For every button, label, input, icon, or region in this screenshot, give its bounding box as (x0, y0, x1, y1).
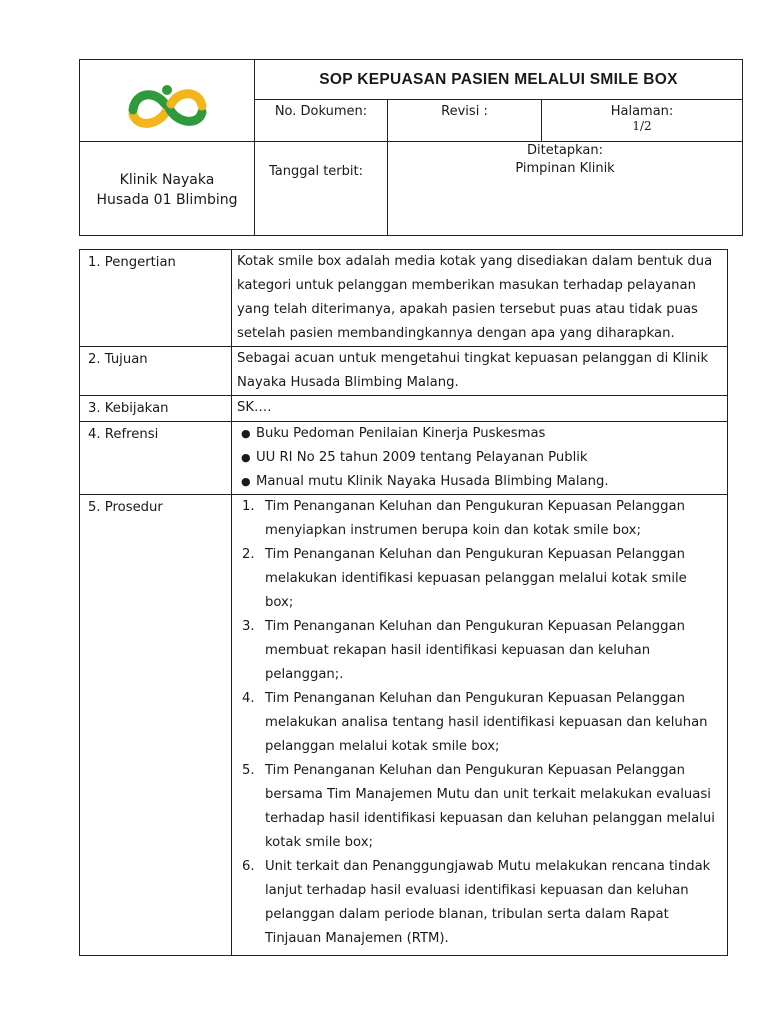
approval-cell (388, 142, 743, 236)
list-item (237, 422, 719, 446)
section-content-kebijakan (232, 396, 728, 422)
text-line: setelah pasien membandingkannya dengan apa yang diharapkan. (237, 326, 675, 341)
section-row-prosedur (80, 495, 728, 956)
section-row-referensi (80, 422, 728, 495)
text-line: yang telah diterimanya, apakah pasien tersebut puas atau tidak puas (237, 302, 698, 317)
bullet-icon: ● (241, 427, 251, 440)
step-number: 4. (242, 691, 255, 706)
clinic-name-line1: Klinik Nayaka (119, 171, 215, 188)
text-line: kategori untuk pelanggan memberikan masukan terhadap pelayanan (237, 278, 696, 293)
list-item (237, 855, 719, 951)
section-label: 3. Kebijakan (80, 396, 232, 422)
section-content-tujuan (232, 347, 728, 396)
reference-text: Buku Pedoman Penilaian Kinerja Puskesmas (256, 426, 546, 441)
text-line: Tim Penanganan Keluhan dan Pengukuran Kepuasan Pelanggan (265, 691, 685, 706)
text-line: box; (265, 595, 294, 610)
text-line: Tinjauan Manajemen (RTM). (265, 931, 449, 946)
section-label: 5. Prosedur (80, 495, 232, 956)
doc-number-label: No. Dokumen: (274, 104, 368, 119)
list-item (237, 759, 719, 855)
text-line: terhadap hasil identifikasi kepuasan dan keluhan pelanggan melalui (265, 811, 715, 826)
text-line: lanjut terhadap hasil evaluasi identifikasi kepuasan dan keluhan (265, 883, 689, 898)
text-line: melakukan analisa tentang hasil identifikasi kepuasan dan keluhan (265, 715, 708, 730)
reference-list (237, 422, 719, 494)
step-number: 5. (242, 763, 255, 778)
list-item (237, 470, 719, 494)
revision-cell (388, 100, 542, 142)
step-number: 1. (242, 499, 255, 514)
text-line: pelanggan melalui kotak smile box; (265, 739, 500, 754)
header-table (79, 59, 743, 236)
list-item (237, 615, 719, 687)
text-line: Sebagai acuan untuk mengetahui tingkat kepuasan pelanggan di Klinik (237, 351, 709, 366)
text-line: bersama Tim Manajemen Mutu dan unit terkait melakukan evaluasi (265, 787, 711, 802)
list-item (237, 543, 719, 615)
text-line: Tim Penanganan Keluhan dan Pengukuran Kepuasan Pelanggan (265, 763, 685, 778)
section-content-prosedur (232, 495, 728, 956)
step-number: 6. (242, 859, 255, 874)
section-row-pengertian (80, 250, 728, 347)
text-line: Tim Penanganan Keluhan dan Pengukuran Kepuasan Pelanggan (265, 619, 685, 634)
section-row-kebijakan (80, 396, 728, 422)
text-line: kotak smile box; (265, 835, 373, 850)
issue-date-label: Tanggal terbit: (269, 164, 363, 179)
step-number: 3. (242, 619, 255, 634)
reference-text: Manual mutu Klinik Nayaka Husada Blimbing Malang. (256, 474, 609, 489)
document-title: SOP KEPUASAN PASIEN MELALUI SMILE BOX (255, 60, 743, 100)
text-line: pelanggan dalam periode blanan, tribulan serta dalam Rapat (265, 907, 669, 922)
infinity-logo-icon (127, 82, 207, 132)
clinic-name-line2: Husada 01 Blimbing (96, 191, 238, 208)
sop-content-table (79, 249, 728, 956)
text-line: Tim Penanganan Keluhan dan Pengukuran Kepuasan Pelanggan (265, 547, 685, 562)
section-label: 1. Pengertian (80, 250, 232, 347)
section-label: 2. Tujuan (80, 347, 232, 396)
text-line: Nayaka Husada Blimbing Malang. (237, 375, 459, 390)
page-cell (542, 100, 743, 142)
list-item (237, 687, 719, 759)
text-line: Tim Penanganan Keluhan dan Pengukuran Kepuasan Pelanggan (265, 499, 685, 514)
issue-date-cell (255, 142, 388, 236)
section-content-pengertian (232, 250, 728, 347)
approved-by: Pimpinan Klinik (515, 161, 615, 176)
page-label: Halaman: (610, 104, 674, 119)
bullet-icon: ● (241, 475, 251, 488)
text-line: pelanggan;. (265, 667, 344, 682)
bullet-icon: ● (241, 451, 251, 464)
text-line: SK…. (237, 400, 272, 415)
text-line: melakukan identifikasi kepuasan pelanggan melalui kotak smile (265, 571, 687, 586)
text-line: menyiapkan instrumen berupa koin dan kotak smile box; (265, 523, 641, 538)
doc-number-cell (255, 100, 388, 142)
section-label: 4. Refrensi (80, 422, 232, 495)
list-item (237, 495, 719, 543)
reference-text: UU RI No 25 tahun 2009 tentang Pelayanan Publik (256, 450, 588, 465)
page-number: 1/2 (632, 119, 652, 133)
text-line: membuat rekapan hasil identifikasi kepuasan dan keluhan (265, 643, 651, 658)
step-number: 2. (242, 547, 255, 562)
section-row-tujuan (80, 347, 728, 396)
clinic-name-cell (80, 142, 255, 236)
section-content-referensi (232, 422, 728, 495)
text-line: Kotak smile box adalah media kotak yang disediakan dalam bentuk dua (237, 254, 713, 269)
logo-cell (80, 60, 255, 142)
procedure-list (237, 495, 719, 951)
text-line: Unit terkait dan Penanggungjawab Mutu melakukan rencana tindak (265, 859, 711, 874)
approved-label: Ditetapkan: (527, 143, 603, 158)
revision-label: Revisi : (441, 104, 488, 119)
list-item (237, 446, 719, 470)
